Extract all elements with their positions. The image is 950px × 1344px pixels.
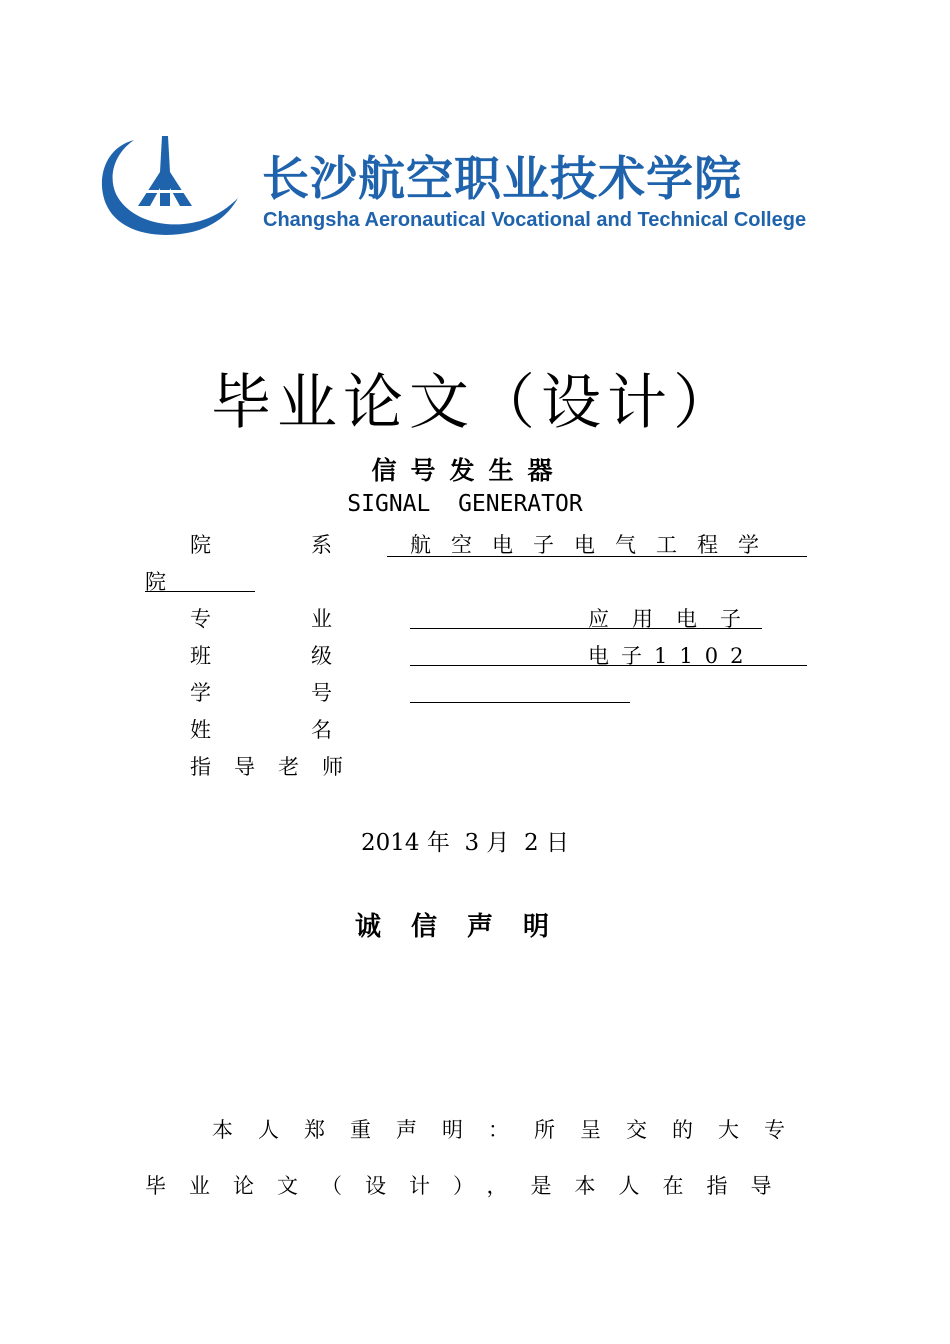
- thesis-subtitle-en: SIGNAL GENERATOR: [347, 491, 583, 517]
- class-label: 班级: [190, 644, 432, 668]
- department-value-wrap: 院: [145, 570, 166, 594]
- department-underline: [387, 556, 807, 557]
- school-name-cn: 长沙航空职业技术学院: [262, 152, 742, 207]
- major-label: 专业: [190, 607, 432, 631]
- student-id-underline: [410, 702, 630, 703]
- school-name-en: Changsha Aeronautical Vocational and Technical College: [263, 209, 807, 231]
- submission-date: 2014 年 3 月 2 日: [361, 830, 569, 856]
- major-value: 应用电子: [588, 607, 764, 631]
- name-label: 姓名: [190, 718, 432, 742]
- class-value: 电子1102: [588, 644, 756, 668]
- declaration-line-2: 毕业论文（设计），是本人在指导: [145, 1174, 795, 1198]
- thesis-subtitle-cn: 信号发生器: [371, 456, 567, 485]
- declaration-line-1: 本人郑重声明：所呈交的大专: [212, 1118, 810, 1142]
- student-id-label: 学号: [190, 681, 432, 705]
- department-value: 航空电子电气工程学: [410, 533, 779, 557]
- thesis-title: 毕业论文（设计）: [211, 368, 739, 438]
- department-underline-wrap: [145, 591, 255, 592]
- college-logo-icon: [96, 132, 244, 240]
- major-underline: [410, 628, 762, 629]
- class-underline: [410, 665, 807, 666]
- department-label: 院系: [190, 533, 432, 557]
- declaration-title: 诚信声明: [354, 912, 579, 942]
- advisor-label: 指导老师: [190, 755, 366, 779]
